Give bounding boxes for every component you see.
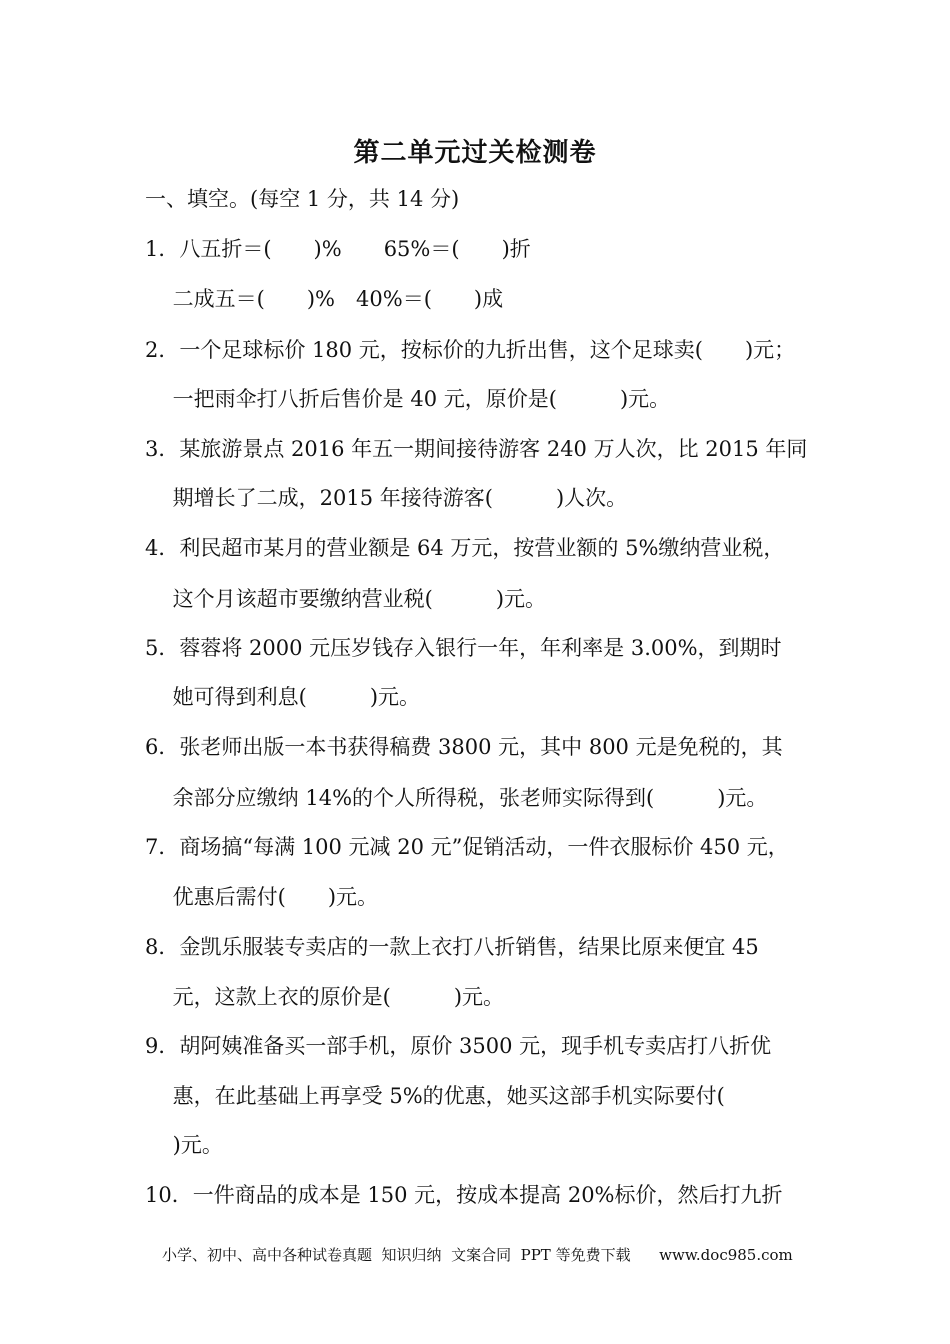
page-title: 第二单元过关检测卷 [353, 138, 597, 168]
question-1-line-2: 二成五＝( )% 40%＝( )成 [145, 287, 504, 311]
question-4-line-1: 4．利民超市某月的营业额是 64 万元，按营业额的 5%缴纳营业税， [145, 536, 785, 560]
question-7-line-1: 7．商场搞“每满 100 元减 20 元”促销活动，一件衣服标价 450 元， [145, 835, 789, 859]
question-9-line-1: 9．胡阿姨准备买一部手机，原价 3500 元，现手机专卖店打八折优 [145, 1034, 772, 1058]
question-5-line-2: 她可得到利息( )元。 [145, 685, 421, 709]
question-3-line-2: 期增长了二成，2015 年接待游客( )人次。 [145, 486, 628, 510]
question-5-line-1: 5．蓉蓉将 2000 元压岁钱存入银行一年，年利率是 3.00%，到期时 [145, 636, 782, 660]
question-4-line-2: 这个月该超市要缴纳营业税( )元。 [145, 587, 547, 611]
question-8-line-1: 8．金凯乐服装专卖店的一款上衣打八折销售，结果比原来便宜 45 [145, 935, 759, 959]
question-2-line-1: 2．一个足球标价 180 元，按标价的九折出售，这个足球卖( )元； [145, 338, 796, 362]
question-1-line-1: 1．八五折＝( )% 65%＝( )折 [145, 237, 531, 261]
question-9-line-2: 惠，在此基础上再享受 5%的优惠，她买这部手机实际要付( [145, 1084, 725, 1108]
question-7-line-2: 优惠后需付( )元。 [145, 885, 379, 909]
question-6-line-2: 余部分应缴纳 14%的个人所得税，张老师实际得到( )元。 [145, 786, 768, 810]
question-8-line-2: 元，这款上衣的原价是( )元。 [145, 985, 505, 1009]
section-header: 一、填空。(每空 1 分，共 14 分) [145, 187, 460, 211]
question-9-line-3: )元。 [145, 1133, 223, 1157]
footer-text: 小学、初中、高中各种试卷真题 知识归纳 文案合同 PPT 等免费下载 www.doc985.com [162, 1246, 793, 1264]
question-3-line-1: 3．某旅游景点 2016 年五一期间接待游客 240 万人次，比 2015 年同 [145, 437, 808, 461]
question-6-line-1: 6．张老师出版一本书获得稿费 3800 元，其中 800 元是免税的，其 [145, 735, 783, 759]
question-10-line-1: 10．一件商品的成本是 150 元，按成本提高 20%标价，然后打九折 [145, 1183, 783, 1207]
question-2-line-2: 一把雨伞打八折后售价是 40 元，原价是( )元。 [145, 387, 671, 411]
